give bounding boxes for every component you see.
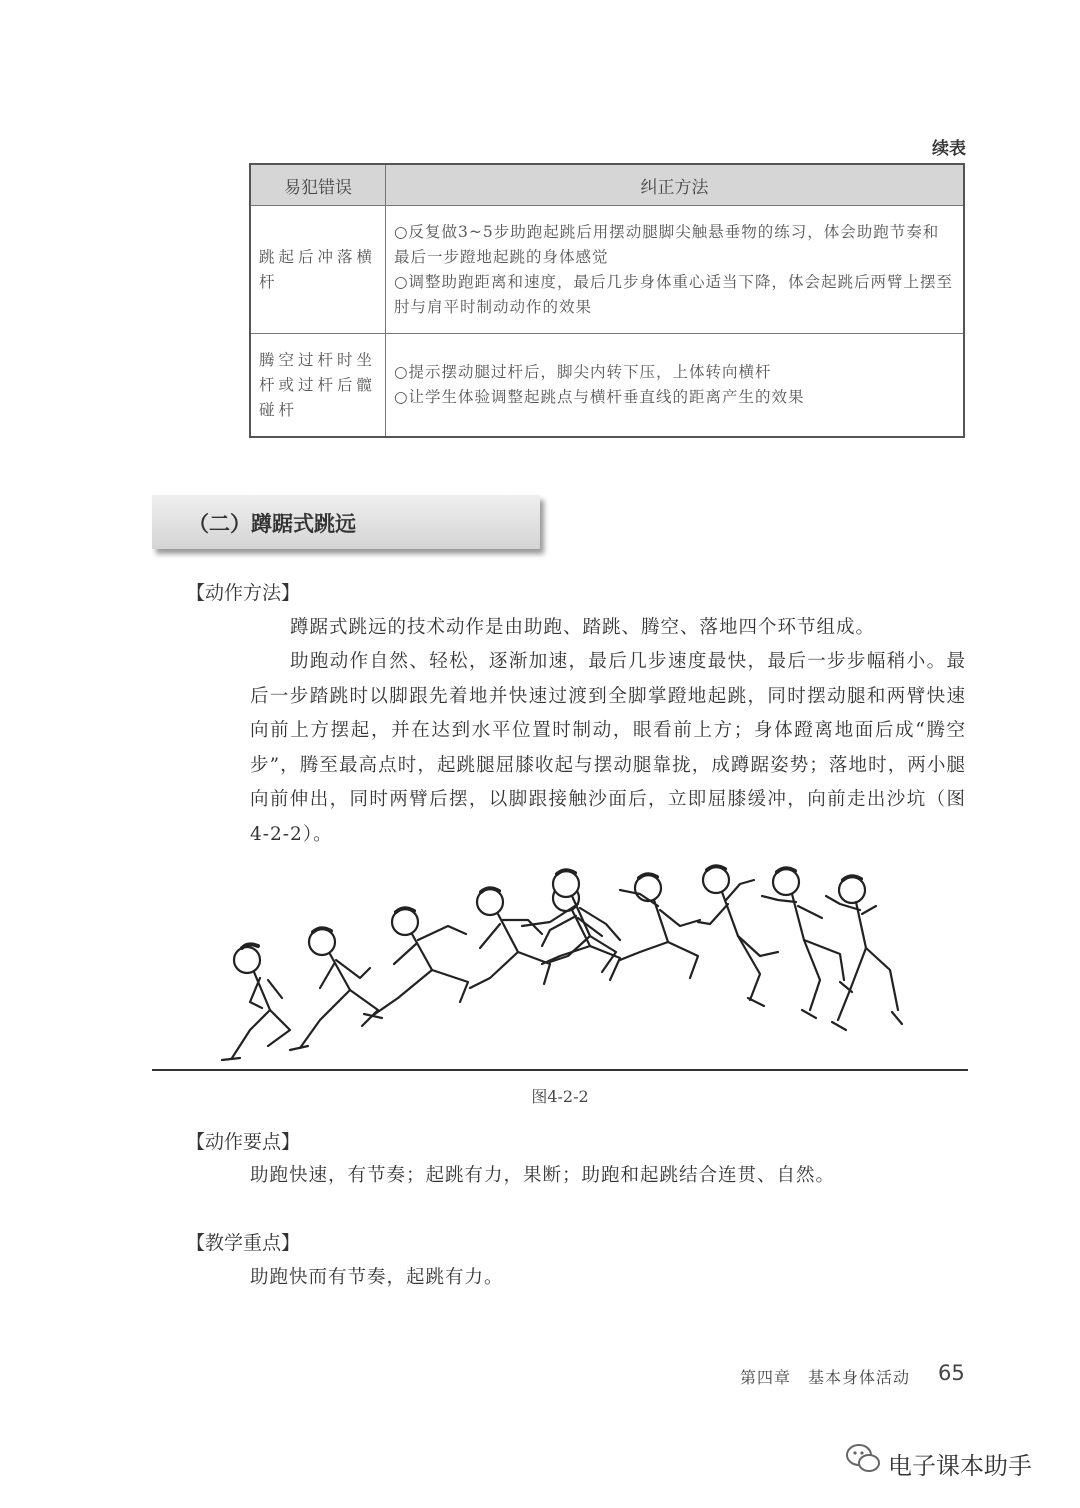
continuation-label: 续表 [932,139,966,159]
error-cell: 腾空过杆时坐杆或过杆后髋碰杆 [250,334,386,438]
athlete-figure [620,874,700,978]
error-correction-table [249,163,965,438]
athlete-figure [522,870,620,972]
teaching-focus-heading: 【教学重点】 [186,1232,301,1254]
method-paragraph: 蹲踞式跳远的技术动作是由助跑、踏跳、腾空、落地四个环节组成。 [290,617,876,638]
athlete-figure [698,866,778,1006]
column-header-error: 易犯错误 [250,164,386,206]
method-cell [386,334,965,438]
method-item: ○让学生体验调整起跳点与横杆垂直线的距离产生的效果 [394,388,805,406]
athlete-figure [222,944,290,1060]
athlete-figure [290,928,378,1050]
key-points-text: 助跑快速，有节奏；起跳有力，果断；助跑和起跳结合连贯、自然。 [250,1165,836,1186]
athlete-figure [542,884,620,980]
table-row [250,206,964,334]
long-jump-sequence-illustration [150,860,970,1080]
method-paragraph: 助跑动作自然、轻松，逐渐加速，最后几步速度最快，最后一步步幅稍小。最后一步踏跳时以脚跟先着地并快速过渡到全脚掌蹬地起跳，同时摆动腿和两臂快速向前上方摆起，并在达到水平位置时制动，眼看前上方；身体蹬离地面后成“腾空步”，腾至最高点时，起跳腿屈膝收起与摆动腿靠拢，成蹲踞姿势；落地时，两小腿向前伸出，同时两臂后摆，以脚跟接触沙面后，立即屈膝缓冲，向前走出沙坑（图4-2-2）。 [250,651,966,845]
key-points-heading: 【动作要点】 [186,1131,301,1153]
wechat-icon [845,1442,881,1476]
chapter-footer: 第四章 基本身体活动 [740,1368,911,1387]
teaching-focus-text: 助跑快而有节奏，起跳有力。 [250,1267,504,1288]
athlete-figure [364,908,468,1018]
method-item: ○调整助跑距离和速度，最后几步身体重心适当下降，体会起跳后两臂上摆至肘与肩平时制动动作的效果 [394,272,954,316]
table-row [250,334,964,438]
section-title: （二）蹲踞式跳远 [188,512,356,536]
method-heading: 【动作方法】 [186,582,301,604]
method-cell [386,206,965,334]
figure-caption: 图4-2-2 [531,1087,589,1106]
table-header-row [250,164,964,206]
page-number: 65 [938,1361,965,1385]
method-item: ○提示摆动腿过杆后，脚尖内转下压，上体转向横杆 [394,363,772,381]
athlete-figure [470,888,550,988]
column-header-method: 纠正方法 [386,164,965,206]
watermark-text: 电子课本助手 [888,1452,1032,1480]
method-item: ○反复做3~5步助跑起跳后用摆动腿脚尖触悬垂物的练习，体会助跑节奏和最后一步蹬地起跳的身体感觉 [394,222,940,266]
error-cell: 跳起后冲落横杆 [250,206,386,334]
